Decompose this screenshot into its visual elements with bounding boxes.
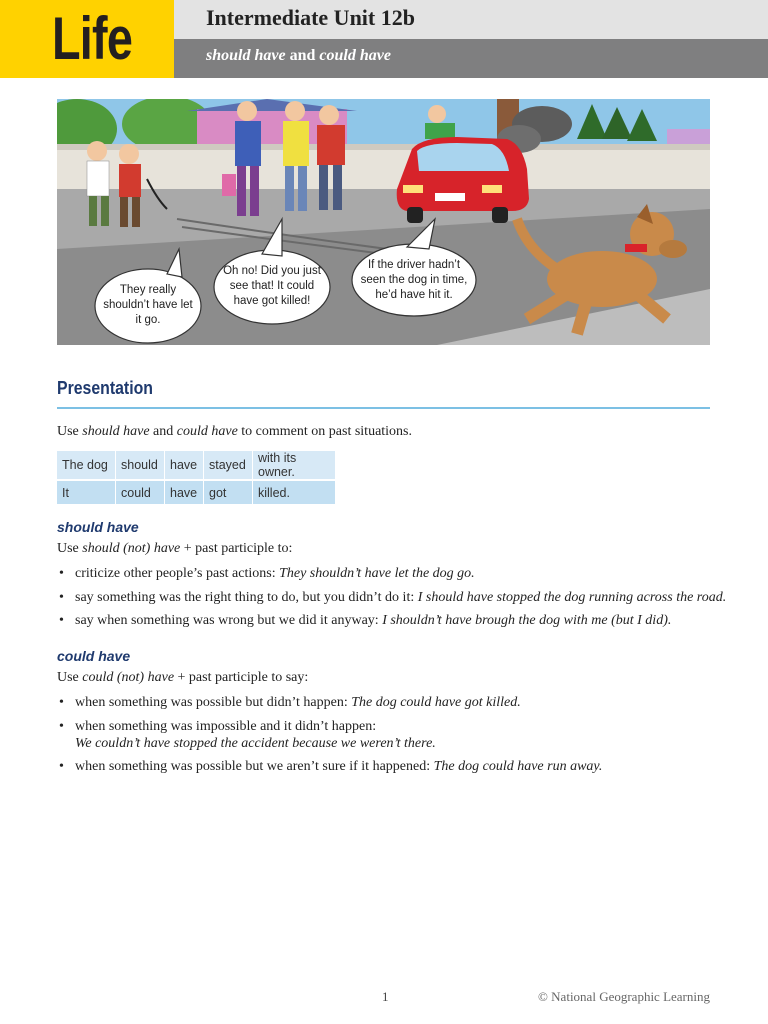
could-have-list xyxy=(57,691,737,779)
table-cell: got xyxy=(204,480,253,504)
street-scene-illustration xyxy=(57,99,710,345)
list-item: • say when something was wrong but we did it anyway: I shouldn’t have brough the dog with me (but I did). xyxy=(57,609,737,633)
list-item: • when something was possible but didn’t happen: The dog could have got killed. xyxy=(57,691,737,715)
section-title: Presentation xyxy=(57,378,153,398)
table-row xyxy=(57,480,336,504)
header-title-bar xyxy=(174,0,768,39)
list-item: • when something was possible but we aren’t sure if it happened: The dog could have run away. xyxy=(57,755,737,779)
table-cell: killed. xyxy=(253,480,336,504)
table-cell: It xyxy=(57,480,116,504)
should-have-heading: should have xyxy=(57,519,139,535)
example-table xyxy=(57,451,336,504)
speech-bubble-2: Oh no! Did you just see that! It could have got killed! xyxy=(223,265,321,307)
table-cell: could xyxy=(116,480,165,504)
unit-title: Intermediate Unit 12b xyxy=(206,5,415,30)
intro-paragraph: Use should have and could have to comment on past situations. xyxy=(57,424,413,439)
list-item: • criticize other people’s past actions: They shouldn’t have let the dog go. xyxy=(57,562,737,586)
should-have-intro: Use should (not) have + past participle to: xyxy=(57,541,293,556)
table-cell: with its owner. xyxy=(253,451,336,480)
speech-bubble-3: If the driver hadn’t seen the dog in time, he’d have hit it. xyxy=(360,259,468,301)
table-row xyxy=(57,451,336,480)
table-cell: have xyxy=(165,451,204,480)
unit-subtitle: should have and could have xyxy=(206,47,391,64)
could-have-intro: Use could (not) have + past participle to say: xyxy=(57,670,309,685)
list-item: • say something was the right thing to do, but you didn’t do it: I should have stopped the dog running across the road. xyxy=(57,586,737,610)
could-have-heading: could have xyxy=(57,648,131,664)
header-subtitle-bar xyxy=(174,39,768,78)
table-cell: The dog xyxy=(57,451,116,480)
page-number: 1 xyxy=(382,989,389,1004)
table-cell: have xyxy=(165,480,204,504)
life-logo: Life xyxy=(0,0,174,78)
section-divider xyxy=(57,407,710,409)
copyright-notice: © National Geographic Learning xyxy=(538,989,710,1004)
table-cell: stayed xyxy=(204,451,253,480)
should-have-list xyxy=(57,562,737,633)
speech-bubble-1: They really shouldn’t have let it go. xyxy=(103,284,193,326)
table-cell: should xyxy=(116,451,165,480)
list-item: • when something was impossible and it didn’t happen: We couldn’t have stopped the accident because we weren’t there. xyxy=(57,715,737,753)
